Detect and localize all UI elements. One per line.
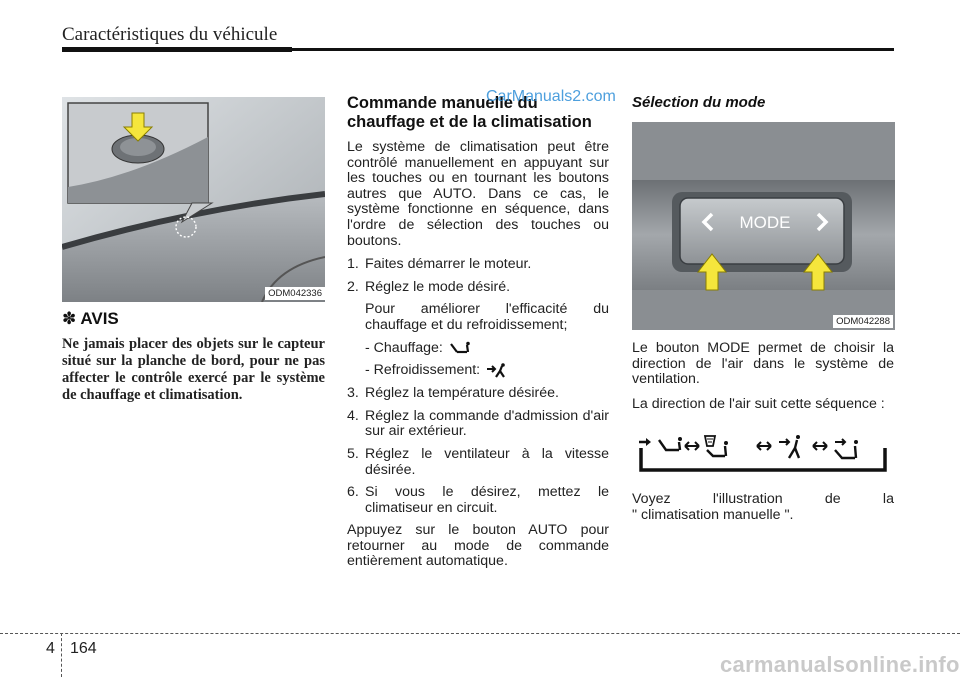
mode-button-illustration bbox=[632, 122, 895, 330]
mode-selection-body bbox=[632, 341, 894, 421]
watermark: CarManuals2.com bbox=[486, 88, 616, 105]
avis-title: AVIS bbox=[80, 309, 119, 328]
mode-button-photo bbox=[632, 122, 895, 330]
avis-body: Ne jamais placer des objets sur le capteur situé sur la planche de bord, pour ne pas affecter le contrôle exercé par le système de chauffage et climatisation. bbox=[62, 336, 325, 403]
heating-mode-item: - Chauffage: bbox=[347, 341, 609, 357]
list-item: 2. Réglez le mode désiré. bbox=[347, 278, 511, 295]
bi-level-icon bbox=[835, 439, 858, 458]
list-item: 3. Réglez la température désirée. bbox=[347, 385, 559, 402]
manual-control-body bbox=[347, 140, 609, 578]
mode-paragraph-2: La direction de l'air suit cette séquence : bbox=[632, 395, 885, 412]
mode-sequence-diagram bbox=[637, 432, 889, 474]
dashboard-sensor-photo bbox=[62, 97, 325, 302]
cooling-mode-item: - Refroidissement: bbox=[347, 363, 609, 379]
photo-code: ODM042336 bbox=[265, 287, 325, 300]
outro-paragraph: Appuyez sur le bouton AUTO pour retourner au mode de commande entièrement automatique. bbox=[347, 522, 609, 570]
mode-paragraph-1: Le bouton MODE permet de choisir la direction de l'air dans le système de ventilation. bbox=[632, 340, 894, 388]
header-rule-accent bbox=[62, 47, 292, 52]
face-icon bbox=[779, 435, 800, 458]
site-watermark: carmanualsonline.info bbox=[720, 652, 960, 677]
floor-defrost-icon bbox=[705, 436, 728, 456]
face-vent-icon bbox=[486, 363, 508, 379]
dashboard-illustration bbox=[62, 97, 325, 302]
avis-heading bbox=[62, 309, 119, 329]
footer-divider bbox=[61, 633, 62, 677]
floor-vent-icon bbox=[449, 341, 471, 355]
chapter-number: 4 bbox=[46, 640, 55, 657]
avis-symbol: ✽ bbox=[62, 309, 77, 328]
list-item: 5. Réglez le ventilateur à la vitesse désirée. bbox=[347, 445, 609, 478]
section-heading-mode-selection: Sélection du mode bbox=[632, 94, 766, 111]
intro-paragraph: Le système de climatisation peut être contrôlé manuellement en appuyant sur les touches ou en tournant les boutons autres que AUTO. Dans ce cas, le système fonctionne en séquence, dans l'ordre de sélection des touches ou boutons. bbox=[347, 139, 609, 249]
mode-reference-paragraph: Voyez l'illustration de la " climatisation manuelle ". bbox=[632, 491, 894, 523]
mode-button-label: MODE bbox=[739, 213, 791, 232]
step2-note: Pour améliorer l'efficacité du chauffage et du refroidissement; bbox=[365, 301, 609, 333]
list-item: 4. Réglez la commande d'admission d'air sur air extérieur. bbox=[347, 407, 609, 440]
list-item: 6. Si vous le désirez, mettez le climatiseur en circuit. bbox=[347, 484, 609, 516]
floor-icon bbox=[659, 437, 682, 450]
footer-rule bbox=[0, 633, 960, 634]
section-heading-manual-control: Commande manuelle du chauffage et de la climatisation bbox=[347, 94, 592, 131]
page-header-title: Caractéristiques du véhicule bbox=[62, 24, 278, 45]
photo-code: ODM042288 bbox=[833, 315, 893, 328]
page-number: 164 bbox=[70, 640, 97, 657]
list-item: 1. Faites démarrer le moteur. bbox=[347, 256, 532, 273]
airflow-sequence-icon bbox=[637, 432, 889, 474]
